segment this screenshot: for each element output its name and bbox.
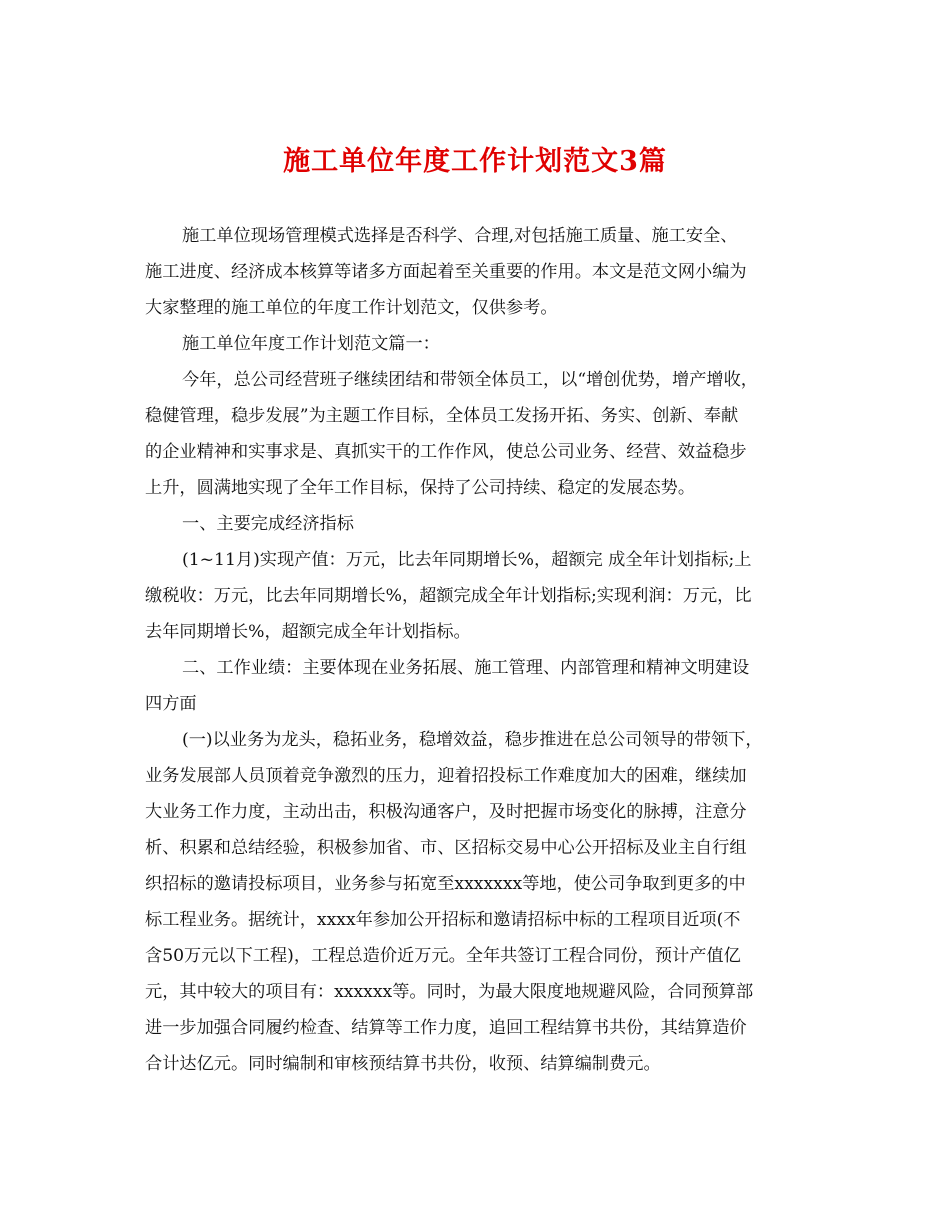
body-text-line: (1~11月)实现产值：万元，比去年同期增长%，超额完 成全年计划指标;上 <box>182 550 752 570</box>
body-text-line: (一)以业务为龙头，稳拓业务，稳增效益，稳步推进在总公司领导的带领下， <box>182 730 763 750</box>
document-title: 施工单位年度工作计划范文3篇 <box>283 146 667 177</box>
body-text-line: 施工进度、经济成本核算等诸多方面起着至关重要的作用。本文是范文网小编为 <box>145 262 747 282</box>
body-text-line: 大家整理的施工单位的年度工作计划范文，仅供参考。 <box>145 298 558 318</box>
body-text-line: 标工程业务。据统计，xxxx年参加公开招标和邀请招标中标的工程项目近项(不 <box>145 910 741 930</box>
body-text-line: 上升，圆满地实现了全年工作目标，保持了公司持续、稳定的发展态势。 <box>145 478 696 498</box>
body-text-line: 一、主要完成经济指标 <box>182 514 354 534</box>
body-text-line: 的企业精神和实事求是、真抓实干的工作作风，使总公司业务、经营、效益稳步 <box>145 442 747 462</box>
body-text-line: 含50万元以下工程)，工程总造价近万元。全年共签订工程合同份，预计产值亿 <box>145 946 741 966</box>
document-body <box>145 218 801 1082</box>
body-text-line: 进一步加强合同履约检查、结算等工作力度，追回工程结算书共份，其结算造价 <box>145 1018 747 1038</box>
body-text-line: 元，其中较大的项目有：xxxxxx等。同时，为最大限度地规避风险，合同预算部 <box>145 982 754 1002</box>
body-text-line: 施工单位现场管理模式选择是否科学、合理,对包括施工质量、施工安全、 <box>182 226 738 246</box>
body-text-line: 去年同期增长%，超额完成全年计划指标。 <box>145 622 471 642</box>
body-text-line: 合计达亿元。同时编制和审核预结算书共份，收预、结算编制费元。 <box>145 1054 661 1074</box>
body-text-line: 业务发展部人员顶着竞争激烈的压力，迎着招投标工作难度加大的困难，继续加 <box>145 766 747 786</box>
body-text-line: 织招标的邀请投标项目，业务参与拓宽至xxxxxxx等地，使公司争取到更多的中 <box>145 874 746 894</box>
body-text-line: 四方面 <box>145 694 197 714</box>
body-text-line: 大业务工作力度，主动出击，积极沟通客户，及时把握市场变化的脉搏，注意分 <box>145 802 747 822</box>
body-text-line: 施工单位年度工作计划范文篇一： <box>182 334 440 354</box>
body-text-line: 析、积累和总结经验，积极参加省、市、区招标交易中心公开招标及业主自行组 <box>145 838 747 858</box>
body-text-line: 今年，总公司经营班子继续团结和带领全体员工，以“增创优势，增产增收， <box>182 370 758 390</box>
body-text-line: 缴税收：万元，比去年同期增长%，超额完成全年计划指标;实现利润：万元，比 <box>145 586 752 606</box>
body-text-line: 稳健管理，稳步发展”为主题工作目标，全体员工发扬开拓、务实、创新、奉献 <box>145 406 739 426</box>
body-text-line: 二、工作业绩：主要体现在业务拓展、施工管理、内部管理和精神文明建设 <box>182 658 750 678</box>
